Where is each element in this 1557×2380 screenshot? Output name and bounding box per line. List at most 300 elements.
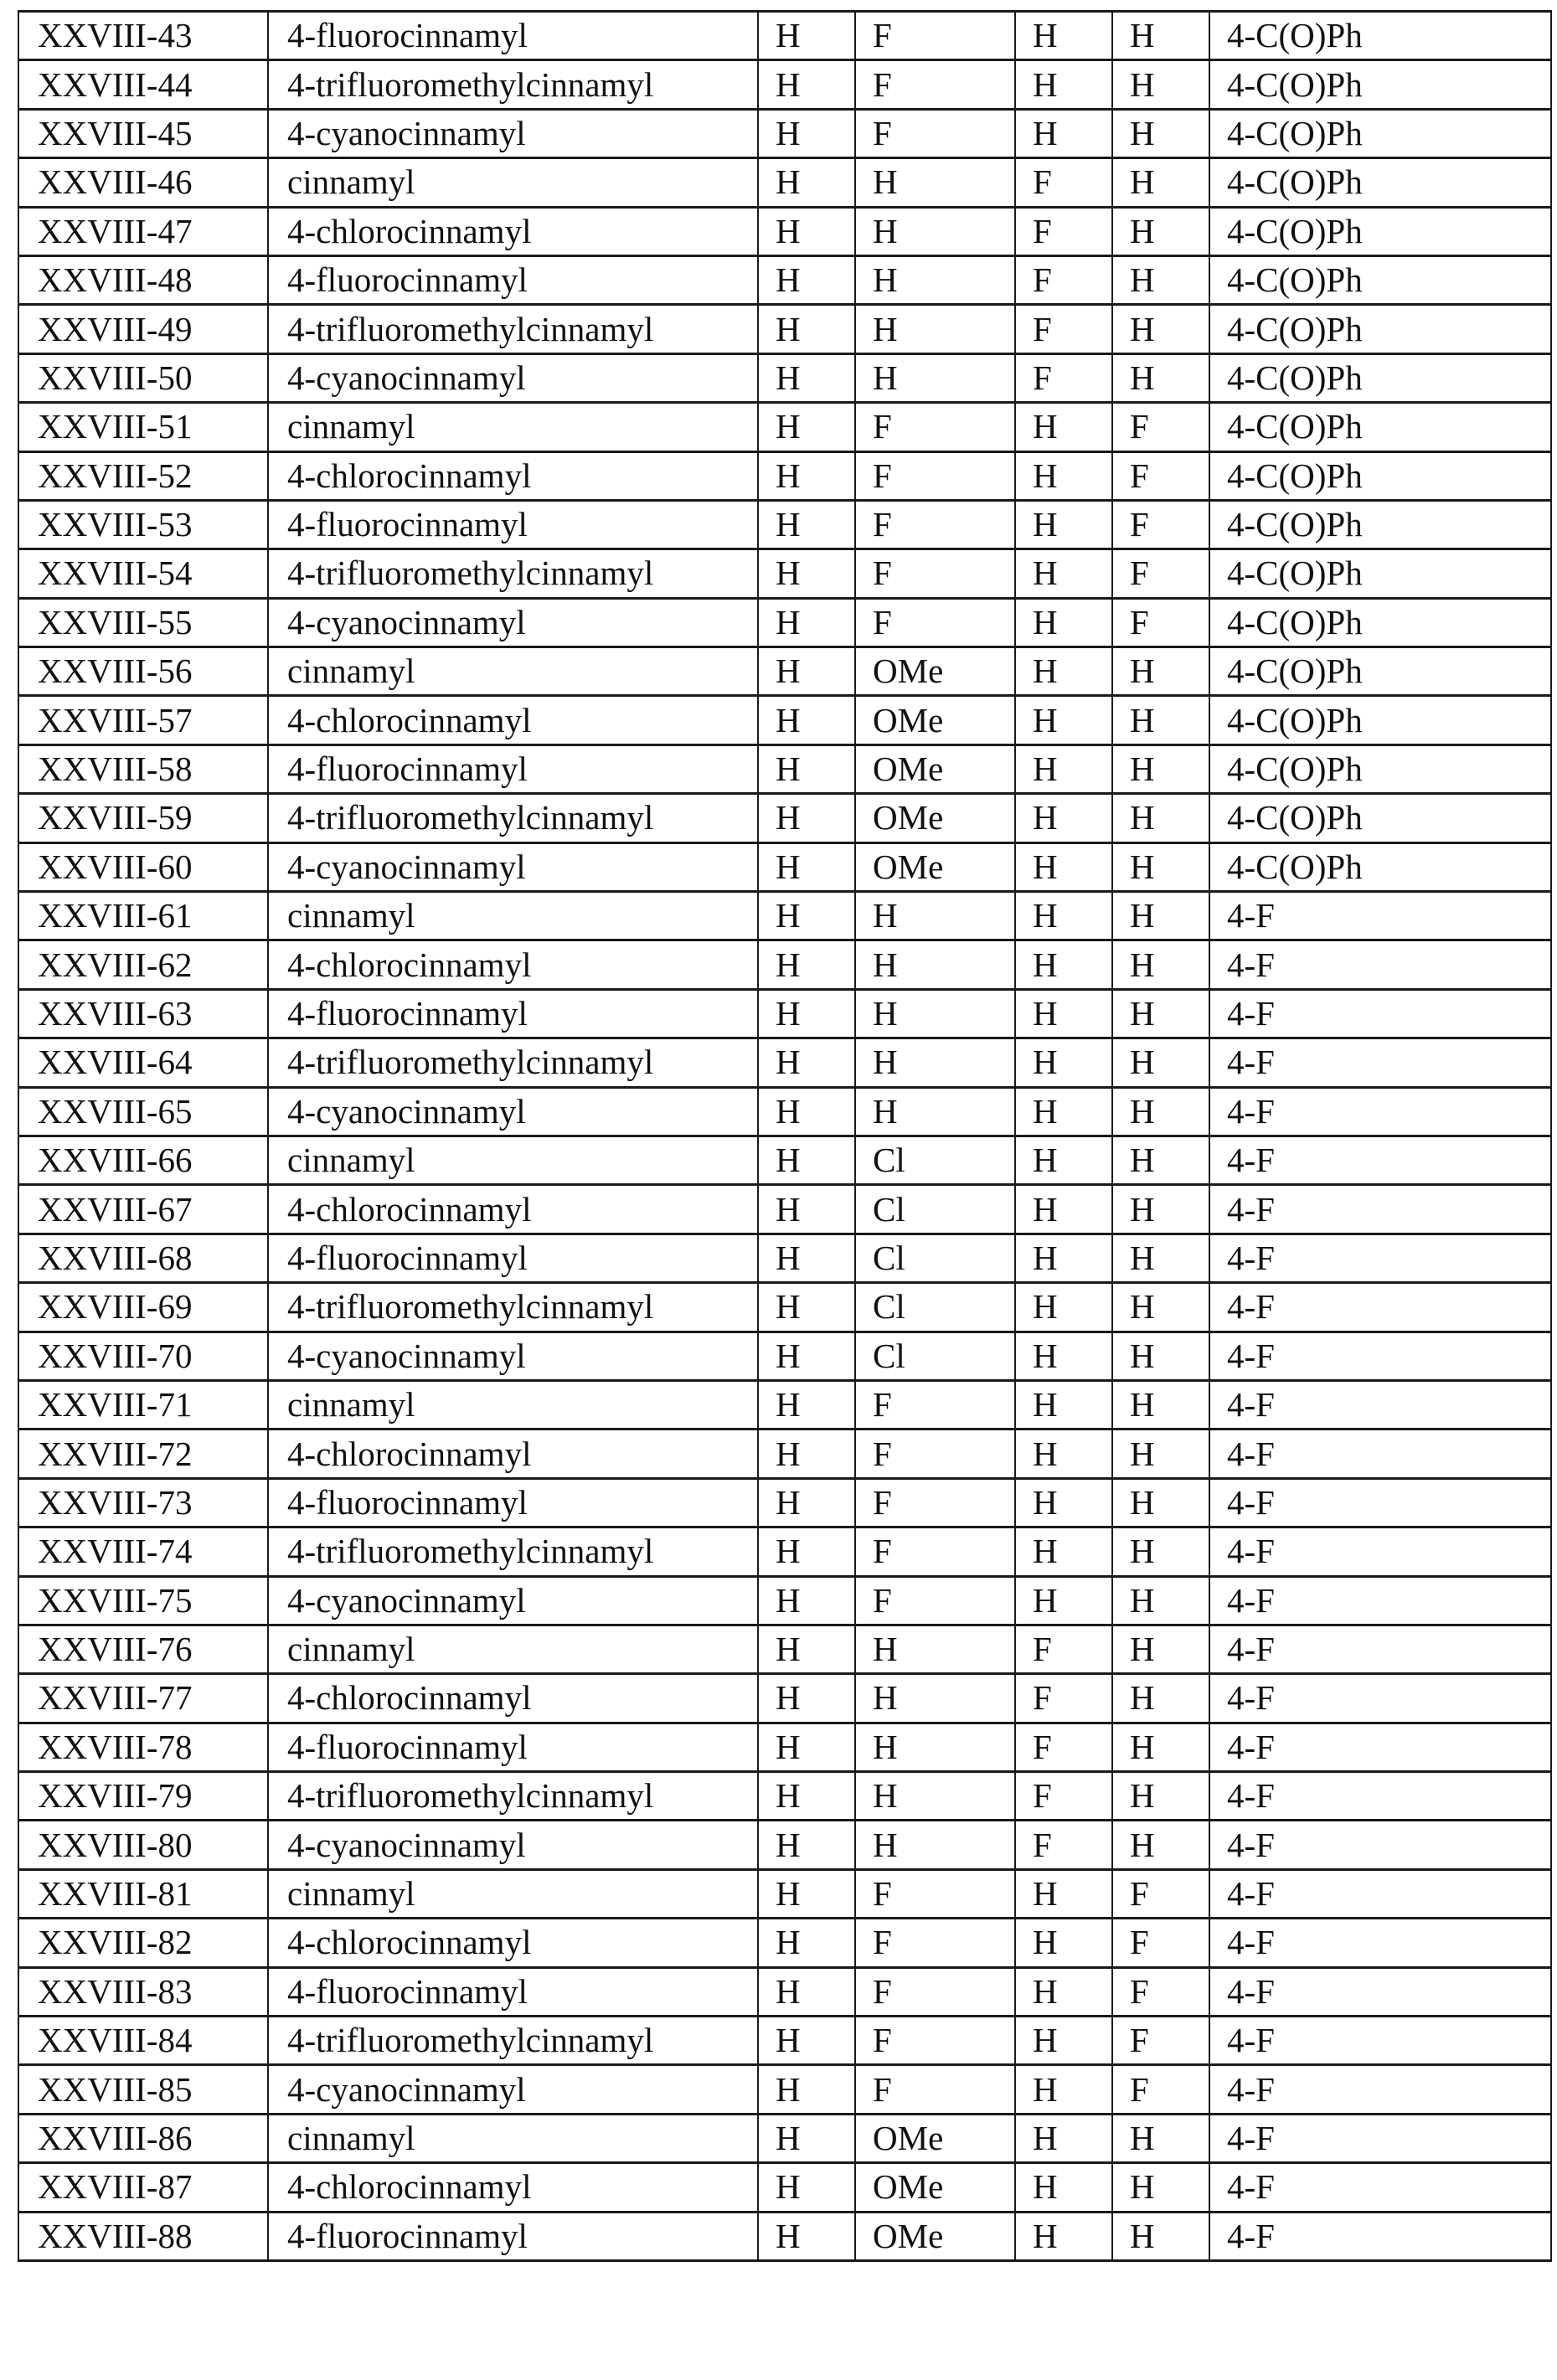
substituent-1-cell: H — [758, 1380, 855, 1429]
substituent-1-cell: H — [758, 647, 855, 696]
substituent-4-cell: H — [1112, 1478, 1209, 1527]
substituent-1-cell: H — [758, 1087, 855, 1136]
substituent-4-cell: H — [1112, 2212, 1209, 2260]
table-row — [18, 744, 1551, 793]
substituent-3-cell: H — [1015, 940, 1112, 989]
substituent-4-cell: H — [1112, 1234, 1209, 1282]
substituent-1-cell: H — [758, 305, 855, 353]
substituent-cell: 4-F — [1209, 1478, 1551, 1527]
r-group-cell: 4-cyanocinnamyl — [268, 1332, 758, 1380]
substituent-3-cell: F — [1015, 353, 1112, 402]
r-group-cell: cinnamyl — [268, 403, 758, 451]
table-row — [18, 1576, 1551, 1625]
table-row — [18, 2065, 1551, 2114]
substituent-cell: 4-F — [1209, 1723, 1551, 1771]
substituent-1-cell: H — [758, 744, 855, 793]
substituent-3-cell: H — [1015, 2114, 1112, 2162]
substituent-2-cell: H — [855, 989, 1015, 1038]
compound-id-cell: XXVIII-59 — [18, 794, 268, 842]
substituent-3-cell: F — [1015, 1723, 1112, 1771]
compound-id-cell: XXVIII-83 — [18, 1967, 268, 2016]
substituent-cell: 4-F — [1209, 2163, 1551, 2212]
substituent-2-cell: H — [855, 1087, 1015, 1136]
table-row — [18, 207, 1551, 255]
compound-id-cell: XXVIII-68 — [18, 1234, 268, 1282]
substituent-1-cell: H — [758, 1478, 855, 1527]
compound-id-cell: XXVIII-48 — [18, 255, 268, 304]
substituent-2-cell: Cl — [855, 1283, 1015, 1332]
substituent-cell: 4-F — [1209, 1087, 1551, 1136]
substituent-3-cell: H — [1015, 1234, 1112, 1282]
r-group-cell: 4-cyanocinnamyl — [268, 353, 758, 402]
substituent-2-cell: OMe — [855, 842, 1015, 891]
r-group-cell: 4-chlorocinnamyl — [268, 1430, 758, 1478]
substituent-2-cell: OMe — [855, 696, 1015, 744]
compound-id-cell: XXVIII-71 — [18, 1380, 268, 1429]
substituent-3-cell: H — [1015, 2212, 1112, 2260]
r-group-cell: cinnamyl — [268, 1380, 758, 1429]
compound-id-cell: XXVIII-43 — [18, 12, 268, 60]
r-group-cell: 4-fluorocinnamyl — [268, 1967, 758, 2016]
substituent-4-cell: H — [1112, 2114, 1209, 2162]
compound-id-cell: XXVIII-54 — [18, 549, 268, 598]
substituent-2-cell: H — [855, 940, 1015, 989]
substituent-4-cell: H — [1112, 1772, 1209, 1821]
substituent-cell: 4-F — [1209, 1527, 1551, 1576]
substituent-2-cell: F — [855, 500, 1015, 549]
substituent-4-cell: H — [1112, 1283, 1209, 1332]
substituent-1-cell: H — [758, 1625, 855, 1673]
r-group-cell: 4-cyanocinnamyl — [268, 598, 758, 647]
substituent-3-cell: F — [1015, 1625, 1112, 1673]
substituent-2-cell: F — [855, 109, 1015, 157]
table-row — [18, 1821, 1551, 1869]
substituent-4-cell: F — [1112, 451, 1209, 500]
compound-id-cell: XXVIII-76 — [18, 1625, 268, 1673]
substituent-2-cell: H — [855, 1674, 1015, 1723]
substituent-cell: 4-C(O)Ph — [1209, 744, 1551, 793]
substituent-4-cell: H — [1112, 794, 1209, 842]
compound-id-cell: XXVIII-50 — [18, 353, 268, 402]
table-row — [18, 2114, 1551, 2162]
substituent-4-cell: H — [1112, 744, 1209, 793]
substituent-cell: 4-C(O)Ph — [1209, 305, 1551, 353]
substituent-2-cell: OMe — [855, 794, 1015, 842]
r-group-cell: 4-chlorocinnamyl — [268, 696, 758, 744]
compound-id-cell: XXVIII-72 — [18, 1430, 268, 1478]
substituent-cell: 4-C(O)Ph — [1209, 60, 1551, 109]
substituent-cell: 4-F — [1209, 2017, 1551, 2065]
substituent-1-cell: H — [758, 842, 855, 891]
table-row — [18, 353, 1551, 402]
substituent-3-cell: H — [1015, 1380, 1112, 1429]
substituent-1-cell: H — [758, 1576, 855, 1625]
substituent-2-cell: F — [855, 549, 1015, 598]
substituent-1-cell: H — [758, 1527, 855, 1576]
r-group-cell: 4-cyanocinnamyl — [268, 842, 758, 891]
substituent-4-cell: H — [1112, 158, 1209, 207]
substituent-3-cell: H — [1015, 1576, 1112, 1625]
substituent-3-cell: H — [1015, 842, 1112, 891]
substituent-3-cell: F — [1015, 1772, 1112, 1821]
substituent-2-cell: F — [855, 1919, 1015, 1967]
r-group-cell: cinnamyl — [268, 647, 758, 696]
substituent-3-cell: H — [1015, 892, 1112, 940]
substituent-3-cell: H — [1015, 451, 1112, 500]
r-group-cell: 4-fluorocinnamyl — [268, 255, 758, 304]
substituent-cell: 4-F — [1209, 1136, 1551, 1184]
compound-id-cell: XXVIII-77 — [18, 1674, 268, 1723]
table-row — [18, 1625, 1551, 1673]
substituent-2-cell: F — [855, 1430, 1015, 1478]
substituent-2-cell: F — [855, 1576, 1015, 1625]
compound-id-cell: XXVIII-62 — [18, 940, 268, 989]
substituent-2-cell: OMe — [855, 744, 1015, 793]
r-group-cell: 4-cyanocinnamyl — [268, 1576, 758, 1625]
substituent-3-cell: H — [1015, 2017, 1112, 2065]
table-row — [18, 696, 1551, 744]
substituent-4-cell: H — [1112, 1332, 1209, 1380]
r-group-cell: 4-fluorocinnamyl — [268, 1234, 758, 1282]
compound-id-cell: XXVIII-79 — [18, 1772, 268, 1821]
r-group-cell: 4-chlorocinnamyl — [268, 451, 758, 500]
compound-id-cell: XXVIII-86 — [18, 2114, 268, 2162]
substituent-cell: 4-C(O)Ph — [1209, 207, 1551, 255]
substituent-2-cell: OMe — [855, 2212, 1015, 2260]
substituent-1-cell: H — [758, 2017, 855, 2065]
substituent-2-cell: H — [855, 1723, 1015, 1771]
compound-id-cell: XXVIII-46 — [18, 158, 268, 207]
substituent-2-cell: OMe — [855, 2114, 1015, 2162]
substituent-4-cell: H — [1112, 647, 1209, 696]
substituent-1-cell: H — [758, 1821, 855, 1869]
table-row — [18, 403, 1551, 451]
substituent-3-cell: H — [1015, 744, 1112, 793]
substituent-1-cell: H — [758, 989, 855, 1038]
substituent-cell: 4-F — [1209, 940, 1551, 989]
substituent-1-cell: H — [758, 1919, 855, 1967]
substituent-3-cell: H — [1015, 1185, 1112, 1234]
substituent-cell: 4-F — [1209, 989, 1551, 1038]
table-row — [18, 1527, 1551, 1576]
table-row — [18, 1723, 1551, 1771]
substituent-cell: 4-F — [1209, 1576, 1551, 1625]
substituent-3-cell: H — [1015, 1087, 1112, 1136]
substituent-3-cell: F — [1015, 305, 1112, 353]
substituent-cell: 4-C(O)Ph — [1209, 403, 1551, 451]
substituent-3-cell: H — [1015, 12, 1112, 60]
substituent-1-cell: H — [758, 500, 855, 549]
substituent-cell: 4-C(O)Ph — [1209, 842, 1551, 891]
r-group-cell: cinnamyl — [268, 158, 758, 207]
compound-id-cell: XXVIII-66 — [18, 1136, 268, 1184]
substituent-2-cell: F — [855, 2017, 1015, 2065]
substituent-1-cell: H — [758, 1332, 855, 1380]
r-group-cell: cinnamyl — [268, 892, 758, 940]
substituent-cell: 4-C(O)Ph — [1209, 12, 1551, 60]
table-row — [18, 598, 1551, 647]
r-group-cell: 4-trifluoromethylcinnamyl — [268, 1527, 758, 1576]
table-row — [18, 12, 1551, 60]
r-group-cell: 4-trifluoromethylcinnamyl — [268, 794, 758, 842]
substituent-4-cell: H — [1112, 1380, 1209, 1429]
substituent-3-cell: H — [1015, 403, 1112, 451]
substituent-4-cell: H — [1112, 1136, 1209, 1184]
substituent-1-cell: H — [758, 255, 855, 304]
substituent-2-cell: F — [855, 1869, 1015, 1918]
substituent-cell: 4-F — [1209, 1919, 1551, 1967]
substituent-1-cell: H — [758, 1869, 855, 1918]
substituent-cell: 4-F — [1209, 1967, 1551, 2016]
substituent-cell: 4-C(O)Ph — [1209, 353, 1551, 402]
compound-id-cell: XXVIII-55 — [18, 598, 268, 647]
substituent-4-cell: H — [1112, 1038, 1209, 1087]
substituent-cell: 4-F — [1209, 1821, 1551, 1869]
compound-id-cell: XXVIII-75 — [18, 1576, 268, 1625]
compound-id-cell: XXVIII-85 — [18, 2065, 268, 2114]
substituent-4-cell: H — [1112, 1430, 1209, 1478]
compound-id-cell: XXVIII-81 — [18, 1869, 268, 1918]
substituent-3-cell: H — [1015, 598, 1112, 647]
substituent-3-cell: F — [1015, 255, 1112, 304]
substituent-3-cell: H — [1015, 109, 1112, 157]
table-row — [18, 451, 1551, 500]
substituent-3-cell: H — [1015, 1038, 1112, 1087]
substituent-2-cell: H — [855, 305, 1015, 353]
substituent-cell: 4-F — [1209, 1674, 1551, 1723]
table-row — [18, 1869, 1551, 1918]
substituent-4-cell: F — [1112, 2065, 1209, 2114]
table-row — [18, 1380, 1551, 1429]
substituent-2-cell: Cl — [855, 1136, 1015, 1184]
substituent-2-cell: Cl — [855, 1185, 1015, 1234]
substituent-4-cell: H — [1112, 305, 1209, 353]
substituent-cell: 4-C(O)Ph — [1209, 158, 1551, 207]
compound-id-cell: XXVIII-69 — [18, 1283, 268, 1332]
table-row — [18, 940, 1551, 989]
r-group-cell: cinnamyl — [268, 1869, 758, 1918]
substituent-cell: 4-F — [1209, 1380, 1551, 1429]
substituent-4-cell: H — [1112, 1576, 1209, 1625]
substituent-1-cell: H — [758, 158, 855, 207]
substituent-4-cell: H — [1112, 1821, 1209, 1869]
substituent-2-cell: H — [855, 255, 1015, 304]
table-row — [18, 647, 1551, 696]
table-row — [18, 1136, 1551, 1184]
substituent-cell: 4-F — [1209, 1185, 1551, 1234]
table-row — [18, 1919, 1551, 1967]
substituent-3-cell: H — [1015, 549, 1112, 598]
substituent-2-cell: H — [855, 1821, 1015, 1869]
substituent-4-cell: H — [1112, 207, 1209, 255]
compound-id-cell: XXVIII-45 — [18, 109, 268, 157]
substituent-3-cell: H — [1015, 500, 1112, 549]
r-group-cell: 4-chlorocinnamyl — [268, 2163, 758, 2212]
table-row — [18, 1185, 1551, 1234]
r-group-cell: 4-fluorocinnamyl — [268, 1723, 758, 1771]
substituent-2-cell: F — [855, 1527, 1015, 1576]
compound-id-cell: XXVIII-87 — [18, 2163, 268, 2212]
substituent-2-cell: H — [855, 207, 1015, 255]
r-group-cell: 4-chlorocinnamyl — [268, 940, 758, 989]
r-group-cell: 4-trifluoromethylcinnamyl — [268, 549, 758, 598]
r-group-cell: 4-cyanocinnamyl — [268, 109, 758, 157]
r-group-cell: cinnamyl — [268, 2114, 758, 2162]
substituent-1-cell: H — [758, 403, 855, 451]
compound-id-cell: XXVIII-78 — [18, 1723, 268, 1771]
compound-table — [18, 10, 1552, 2262]
r-group-cell: cinnamyl — [268, 1136, 758, 1184]
substituent-3-cell: F — [1015, 1674, 1112, 1723]
table-row — [18, 892, 1551, 940]
table-row — [18, 1283, 1551, 1332]
substituent-1-cell: H — [758, 12, 855, 60]
compound-id-cell: XXVIII-58 — [18, 744, 268, 793]
substituent-3-cell: H — [1015, 1919, 1112, 1967]
substituent-4-cell: F — [1112, 1869, 1209, 1918]
table-row — [18, 842, 1551, 891]
substituent-1-cell: H — [758, 207, 855, 255]
r-group-cell: 4-cyanocinnamyl — [268, 2065, 758, 2114]
substituent-4-cell: H — [1112, 940, 1209, 989]
substituent-cell: 4-F — [1209, 1283, 1551, 1332]
substituent-2-cell: H — [855, 1625, 1015, 1673]
substituent-3-cell: H — [1015, 989, 1112, 1038]
r-group-cell: 4-fluorocinnamyl — [268, 989, 758, 1038]
substituent-1-cell: H — [758, 1430, 855, 1478]
substituent-cell: 4-C(O)Ph — [1209, 109, 1551, 157]
table-row — [18, 2163, 1551, 2212]
substituent-2-cell: H — [855, 1038, 1015, 1087]
substituent-4-cell: H — [1112, 1087, 1209, 1136]
substituent-2-cell: OMe — [855, 2163, 1015, 2212]
table-row — [18, 2212, 1551, 2260]
substituent-3-cell: H — [1015, 1283, 1112, 1332]
substituent-1-cell: H — [758, 451, 855, 500]
substituent-1-cell: H — [758, 1136, 855, 1184]
substituent-cell: 4-F — [1209, 1332, 1551, 1380]
substituent-2-cell: Cl — [855, 1332, 1015, 1380]
substituent-cell: 4-F — [1209, 1430, 1551, 1478]
compound-id-cell: XXVIII-80 — [18, 1821, 268, 1869]
table-row — [18, 549, 1551, 598]
substituent-2-cell: F — [855, 2065, 1015, 2114]
r-group-cell: 4-trifluoromethylcinnamyl — [268, 1283, 758, 1332]
substituent-cell: 4-F — [1209, 1234, 1551, 1282]
substituent-cell: 4-F — [1209, 2114, 1551, 2162]
substituent-1-cell: H — [758, 2065, 855, 2114]
substituent-4-cell: H — [1112, 696, 1209, 744]
table-row — [18, 2017, 1551, 2065]
compound-id-cell: XXVIII-88 — [18, 2212, 268, 2260]
substituent-1-cell: H — [758, 1967, 855, 2016]
substituent-1-cell: H — [758, 598, 855, 647]
substituent-4-cell: H — [1112, 1185, 1209, 1234]
substituent-1-cell: H — [758, 2212, 855, 2260]
substituent-2-cell: H — [855, 1772, 1015, 1821]
substituent-3-cell: H — [1015, 647, 1112, 696]
substituent-1-cell: H — [758, 60, 855, 109]
substituent-4-cell: H — [1112, 1723, 1209, 1771]
substituent-cell: 4-C(O)Ph — [1209, 500, 1551, 549]
r-group-cell: 4-fluorocinnamyl — [268, 1478, 758, 1527]
compound-id-cell: XXVIII-82 — [18, 1919, 268, 1967]
substituent-4-cell: F — [1112, 1919, 1209, 1967]
substituent-2-cell: F — [855, 403, 1015, 451]
compound-id-cell: XXVIII-51 — [18, 403, 268, 451]
substituent-4-cell: H — [1112, 12, 1209, 60]
compound-id-cell: XXVIII-84 — [18, 2017, 268, 2065]
compound-id-cell: XXVIII-57 — [18, 696, 268, 744]
compound-id-cell: XXVIII-70 — [18, 1332, 268, 1380]
r-group-cell: 4-trifluoromethylcinnamyl — [268, 60, 758, 109]
substituent-4-cell: H — [1112, 255, 1209, 304]
substituent-2-cell: F — [855, 1380, 1015, 1429]
r-group-cell: 4-trifluoromethylcinnamyl — [268, 1038, 758, 1087]
substituent-1-cell: H — [758, 1234, 855, 1282]
substituent-4-cell: H — [1112, 60, 1209, 109]
compound-id-cell: XXVIII-49 — [18, 305, 268, 353]
substituent-3-cell: H — [1015, 60, 1112, 109]
substituent-4-cell: H — [1112, 842, 1209, 891]
substituent-cell: 4-F — [1209, 1869, 1551, 1918]
r-group-cell: 4-fluorocinnamyl — [268, 2212, 758, 2260]
substituent-3-cell: F — [1015, 207, 1112, 255]
substituent-2-cell: F — [855, 60, 1015, 109]
table-row — [18, 1967, 1551, 2016]
compound-id-cell: XXVIII-61 — [18, 892, 268, 940]
substituent-1-cell: H — [758, 1674, 855, 1723]
substituent-3-cell: H — [1015, 1332, 1112, 1380]
substituent-1-cell: H — [758, 1185, 855, 1234]
table-row — [18, 305, 1551, 353]
substituent-4-cell: H — [1112, 989, 1209, 1038]
substituent-2-cell: H — [855, 353, 1015, 402]
substituent-1-cell: H — [758, 2163, 855, 2212]
r-group-cell: 4-trifluoromethylcinnamyl — [268, 2017, 758, 2065]
substituent-cell: 4-F — [1209, 1772, 1551, 1821]
substituent-4-cell: F — [1112, 1967, 1209, 2016]
table-row — [18, 1087, 1551, 1136]
compound-id-cell: XXVIII-74 — [18, 1527, 268, 1576]
r-group-cell: 4-trifluoromethylcinnamyl — [268, 1772, 758, 1821]
substituent-3-cell: H — [1015, 2163, 1112, 2212]
r-group-cell: cinnamyl — [268, 1625, 758, 1673]
substituent-2-cell: H — [855, 158, 1015, 207]
r-group-cell: 4-chlorocinnamyl — [268, 207, 758, 255]
substituent-cell: 4-C(O)Ph — [1209, 647, 1551, 696]
compound-id-cell: XXVIII-60 — [18, 842, 268, 891]
substituent-4-cell: H — [1112, 109, 1209, 157]
compound-id-cell: XXVIII-47 — [18, 207, 268, 255]
substituent-1-cell: H — [758, 794, 855, 842]
table-row — [18, 1234, 1551, 1282]
table-row — [18, 1478, 1551, 1527]
table-row — [18, 1772, 1551, 1821]
table-row — [18, 794, 1551, 842]
substituent-3-cell: H — [1015, 1527, 1112, 1576]
substituent-3-cell: F — [1015, 158, 1112, 207]
compound-id-cell: XXVIII-56 — [18, 647, 268, 696]
r-group-cell: 4-cyanocinnamyl — [268, 1087, 758, 1136]
substituent-4-cell: F — [1112, 403, 1209, 451]
substituent-1-cell: H — [758, 1038, 855, 1087]
substituent-cell: 4-F — [1209, 892, 1551, 940]
table-row — [18, 1674, 1551, 1723]
substituent-4-cell: H — [1112, 1674, 1209, 1723]
substituent-4-cell: H — [1112, 1527, 1209, 1576]
substituent-cell: 4-C(O)Ph — [1209, 549, 1551, 598]
